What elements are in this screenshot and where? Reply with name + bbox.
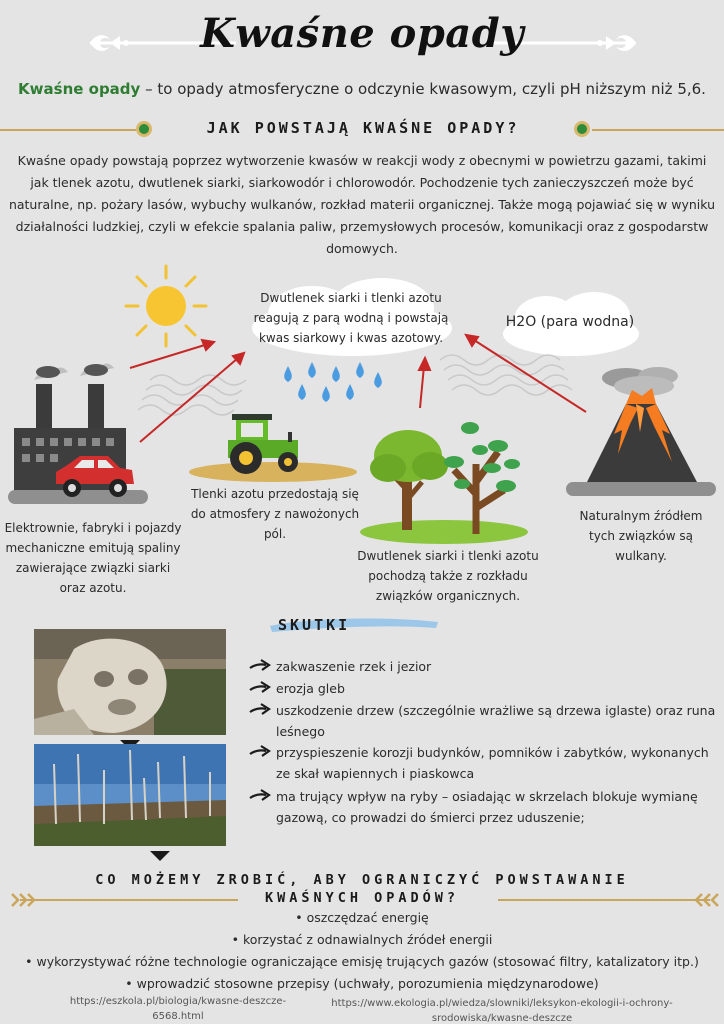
effect-text: erozja gleb [276,681,345,696]
arrow-right-icon [248,700,272,726]
section-title-effects: SKUTKI [278,616,351,634]
divider-dot-right [574,121,590,137]
prevent-item-4: • wprowadzić stosowne przepisy (uchwały, porozumienia międzynarodowe) [125,976,599,991]
h2o-label: H2O (para wodna) [505,314,635,330]
definition [0,80,724,98]
prevent-arrow-left [10,892,238,912]
tractor-icon [188,410,358,488]
divider-left [0,129,136,131]
arrow-right-icon [248,786,272,812]
prevent-item-1: • oszczędzać energię [295,910,429,925]
effect-text: uszkodzenie drzew (szczególnie wrażliwe są drzewa iglaste) oraz runa leśnego [276,703,716,739]
effect-item [248,656,718,677]
divider-right [592,129,724,131]
source-link-left[interactable]: https://eszkola.pl/biologia/kwasne-deszcze-6568.html [69,996,287,1022]
divider-dot-left [136,121,152,137]
effect-text: zakwaszenie rzek i jezior [276,659,432,674]
prevent-arrow-right [498,892,720,912]
monument-photo [34,629,226,735]
trees-caption: Dwutlenek siarki i tlenki azotu pochodzą także z rozkładu związków organicznych. [357,549,539,603]
definition-term: Kwaśne opady [18,80,141,98]
dead-forest-photo [34,744,226,846]
intro-paragraph: Kwaśne opady powstają poprzez wytworzenie kwasów w reakcji wody z obecnymi w powietrzu gazami, takimi jak tlenek azotu, dwutlenek siarki, siarkowodór i chlorowodór. Pochodzenie tych zanieczyszczeń może być naturalne, np. pożary lasów, wybuchy wulkanów, rozkład materii organicznej. Także mogą pojawiać się w wyniku działalności ludzkiej, czyli w efekcie spalania paliw, przemysłowych procesów, komunikacji oraz z gospodarstw domowych. [8,153,716,256]
car-icon [52,452,138,506]
trees-icon [358,404,528,550]
section-title-prevent-line2: KWAŚNYCH OPADÓW? [264,890,460,906]
section-title-prevent-line1: CO MOŻEMY ZROBIĆ, ABY OGRANICZYĆ POWSTAWANIE [95,872,629,888]
effect-text: przyspieszenie korozji budynków, pomników i zabytków, wykonanych ze skał wapiennych i piaskowca [276,745,709,781]
reaction-caption: Dwutlenek siarki i tlenki azotu reagują z parą wodną i powstają kwas siarkowy i kwas azotowy. [253,291,449,345]
effect-text: ma trujący wpływ na ryby – osiadając w skrzelach blokuje wymianę gazową, co prowadzi do śmierci przez uduszenie; [276,789,698,825]
page-title: Kwaśne opady [200,10,524,57]
volcano-caption: Naturalnym źródłem tych związków są wulkany. [579,509,703,563]
photo-pointer-2 [150,846,170,865]
definition-text: – to opady atmosferyczne o odczynie kwasowym, czyli pH niższym niż 5,6. [140,80,706,98]
prevent-item-2: • korzystać z odnawialnych źródeł energii [231,932,493,947]
factory-caption: Elektrownie, fabryki i pojazdy mechaniczne emitują spaliny zawierające związki siarki oraz azotu. [4,521,182,595]
arrow-right-icon [248,742,272,768]
prevent-item-3: • wykorzystywać różne technologie ograniczające emisję trujących gazów (stosować filtry, katalizatory itp.) [25,954,699,969]
volcano-icon [566,364,716,508]
effect-item [248,742,718,784]
effect-item [248,786,718,828]
section-title-how: JAK POWSTAJĄ KWAŚNE OPADY? [206,119,520,137]
effect-item [248,678,718,699]
effect-item [248,700,724,742]
tractor-caption: Tlenki azotu przedostają się do atmosfery z nawożonych pól. [190,487,360,541]
source-link-right[interactable]: https://www.ekologia.pl/wiedza/slowniki/leksykon-ekologii-i-ochrony-srodowiska/kwasne-deszcze [331,998,673,1024]
